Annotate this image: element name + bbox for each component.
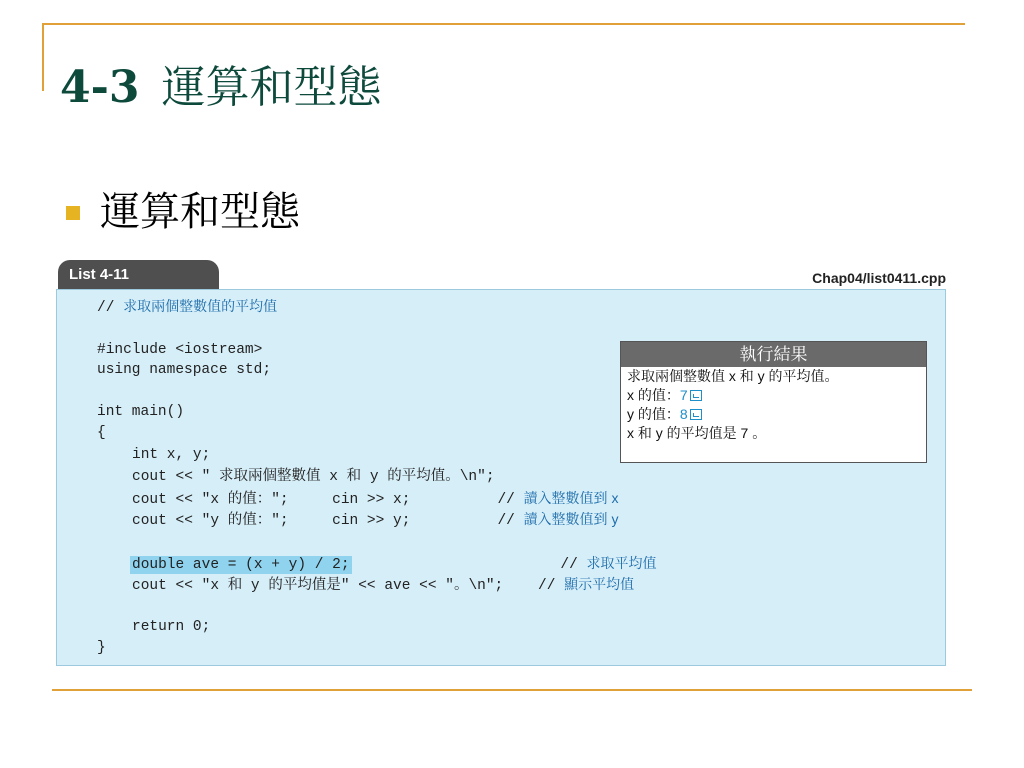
code-comment: 顯示平均值 (564, 576, 635, 592)
code-line: #include <iostream> (97, 342, 263, 358)
list-tab: List 4-11 (58, 260, 219, 289)
code-line: int main() (97, 404, 185, 420)
code-line: } (97, 640, 106, 656)
code-line: cout << "x 和 y 的平均值是" << ave << "。\n"; // 顯示平均值 (132, 576, 635, 594)
code-line: int x, y; (132, 447, 211, 463)
bullet-square-icon (66, 206, 80, 220)
code-line: using namespace std; (97, 362, 272, 378)
title-text: 運算和型態 (161, 62, 382, 113)
file-name: Chap04/list0411.cpp (812, 270, 946, 286)
bullet-text: 運算和型態 (100, 189, 300, 235)
code-line: return 0; (132, 619, 211, 635)
code-line: double ave = (x + y) / 2; // 求取平均值 (132, 555, 657, 573)
enter-key-icon (690, 390, 702, 401)
code-line: // 求取兩個整數值的平均值 (97, 298, 278, 316)
top-rule (42, 23, 965, 25)
result-title: 執行結果 (621, 342, 926, 367)
result-line: 求取兩個整數值 x 和 y 的平均值。 (627, 368, 839, 384)
result-line: x 的值：7 (621, 386, 926, 405)
enter-key-icon (690, 409, 702, 420)
section-number: 4-3 (60, 62, 140, 113)
code-line: cout << " 求取兩個整數值 x 和 y 的平均值。\n"; (132, 469, 495, 485)
code-line: cout << "x 的值："; cin >> x; // 讀入整數值到 x (132, 490, 619, 508)
input-value: 7 (679, 387, 688, 403)
code-comment: 求取平均值 (586, 555, 657, 571)
result-line: x 和 y 的平均值是 7 。 (627, 425, 767, 441)
code-line: cout << "y 的值："; cin >> y; // 讀入整數值到 y (132, 511, 619, 529)
input-value: 8 (679, 406, 688, 422)
code-line: { (97, 425, 106, 441)
slide-title (60, 62, 382, 113)
highlighted-code: double ave = (x + y) / 2; (132, 557, 350, 573)
result-line: y 的值：8 (621, 405, 926, 424)
code-comment: 求取兩個整數值的平均值 (123, 298, 278, 314)
code-comment: 讀入整數值到 y (523, 511, 619, 527)
code-comment: 讀入整數值到 x (523, 490, 619, 506)
left-rule (42, 23, 44, 91)
execution-result-box (620, 341, 927, 463)
code-panel (56, 289, 946, 666)
code-listing (56, 260, 946, 666)
bottom-rule (52, 689, 972, 691)
